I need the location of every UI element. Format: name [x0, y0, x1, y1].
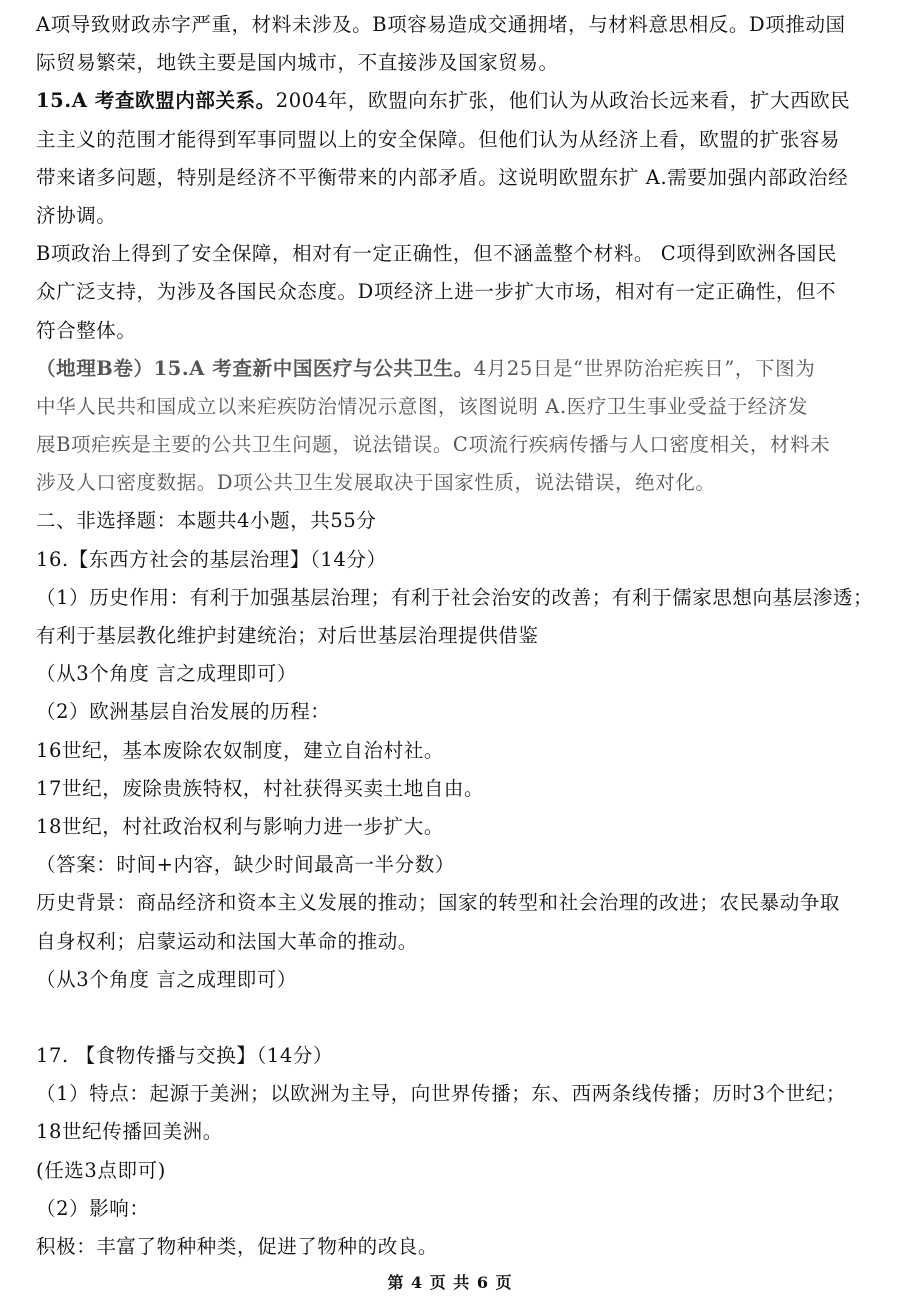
text-line-7: B项政治上得到了安全保障，相对有一定正确性，但不涵盖整个材料。 C项得到欧洲各国民 [36, 242, 838, 266]
text-line-4: 主主义的范围才能得到军事同盟以上的安全保障。但他们认为从经济上看，欧盟的扩张容易 [36, 127, 841, 151]
text-line-11: 中华人民共和国成立以来疟疾防治情况示意图，该图说明 A.医疗卫生事业受益于经济发 [36, 394, 808, 418]
text-line-32: （2）影响： [36, 1196, 150, 1220]
blank-line [36, 999, 876, 1037]
text-line-16: （1）历史作用：有利于加强基层治理；有利于社会治安的改善；有利于儒家思想向基层渗透； [36, 585, 874, 609]
text-line-23: （答案：时间+内容，缺少时间最高一半分数） [36, 853, 455, 877]
text-line-5: 带来诸多问题，特别是经济不平衡带来的内部矛盾。这说明欧盟东扩 A.需要加强内部政治经 [36, 165, 849, 189]
text-line-31: (任选3点即可) [36, 1158, 166, 1182]
geography-15-label: （地理B卷）15.A 考查新中国医疗与公共卫生。 [36, 356, 474, 380]
question-17-heading: 17. 【食物传播与交换】（14分） [36, 1044, 334, 1068]
text-line-19: （2）欧洲基层自治发展的历程： [36, 700, 331, 724]
section-heading: 二、非选择题：本题共4小题，共55分 [36, 509, 377, 533]
text-line-24: 历史背景：商品经济和资本主义发展的推动；国家的转型和社会治理的改进；农民暴动争取 [36, 891, 841, 915]
question-15-text: 2004年，欧盟向东扩张，他们认为从政治长远来看，扩大西欧民 [275, 89, 851, 113]
text-line-29: （1）特点：起源于美洲；以欧洲为主导，向世界传播；东、西两条线传播；历时3个世纪； [36, 1082, 846, 1106]
question-15-label: 15.A 考查欧盟内部关系。 [36, 89, 276, 113]
geography-15-heading [36, 350, 876, 388]
text-line-22: 18世纪，村社政治权利与影响力进一步扩大。 [36, 814, 444, 838]
text-line-6: 济协调。 [36, 203, 117, 227]
geography-15-text: 4月25日是“世界防治疟疾日”，下图为 [473, 356, 816, 380]
text-line-9: 符合整体。 [36, 318, 137, 342]
text-line-30: 18世纪传播回美洲。 [36, 1120, 223, 1144]
text-line-25: 自身权利；启蒙运动和法国大革命的推动。 [36, 929, 418, 953]
text-line-13: 涉及人口密度数据。D项公共卫生发展取决于国家性质，说法错误，绝对化。 [36, 471, 716, 495]
text-line-33: 积极：丰富了物种种类，促进了物种的改良。 [36, 1235, 439, 1258]
text-line-8: 众广泛支持，为涉及各国民众态度。D项经济上进一步扩大市场，相对有一定正确性，但不 [36, 280, 837, 304]
text-line-26: （从3个角度 言之成理即可） [36, 967, 298, 991]
question-15-heading [36, 82, 876, 120]
text-line-21: 17世纪，废除贵族特权，村社获得买卖土地自由。 [36, 776, 485, 800]
question-16-heading: 16.【东西方社会的基层治理】（14分） [36, 547, 387, 571]
text-line-20: 16世纪，基本废除农奴制度，建立自治村社。 [36, 738, 444, 762]
document-page [36, 6, 876, 1266]
text-line-17: 有利于基层教化维护封建统治；对后世基层治理提供借鉴 [36, 624, 539, 647]
page-number-footer: 第 4 页 共 6 页 [387, 1273, 513, 1292]
text-line-1: A项导致财政赤字严重，材料未涉及。B项容易造成交通拥堵，与材料意思相反。D项推动国 [36, 13, 846, 36]
text-line-18: （从3个角度 言之成理即可） [36, 662, 298, 686]
text-line-12: 展B项疟疾是主要的公共卫生问题，说法错误。C项流行疾病传播与人口密度相关，材料未 [36, 433, 831, 457]
text-line-2: 际贸易繁荣，地铁主要是国内城市，不直接涉及国家贸易。 [36, 51, 559, 75]
